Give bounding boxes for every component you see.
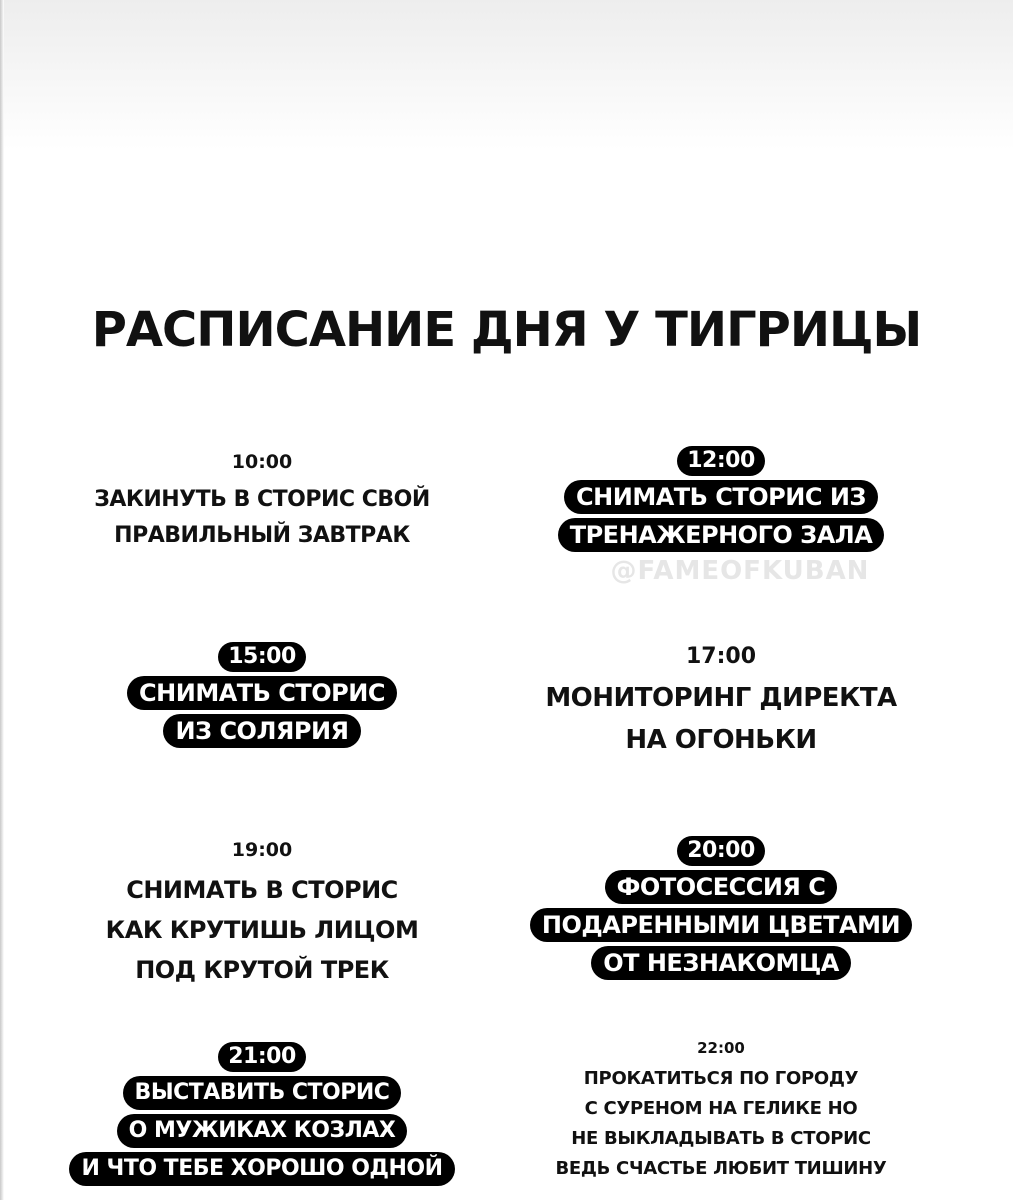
left-edge <box>0 0 4 1200</box>
item-text-line: ПОД КРУТОЙ ТРЕК <box>135 956 389 984</box>
item-time: 22:00 <box>697 1039 745 1057</box>
page-title: РАСПИСАНИЕ ДНЯ У ТИГРИЦЫ <box>91 302 922 358</box>
schedule-item-2200 <box>486 1036 956 1184</box>
item-text-line: ПРАВИЛЬНЫЙ ЗАВТРАК <box>114 523 410 548</box>
item-text-line: СНИМАТЬ В СТОРИС <box>126 876 398 904</box>
item-text-line: И ЧТО ТЕБЕ ХОРОШО ОДНОЙ <box>69 1152 454 1186</box>
schedule-item-1200 <box>486 444 956 554</box>
schedule-item-1900 <box>27 836 497 990</box>
item-text-line: ИЗ СОЛЯРИЯ <box>163 714 360 748</box>
item-text-line: ТРЕНАЖЕРНОГО ЗАЛА <box>558 518 885 552</box>
item-text-line: ВЕДЬ СЧАСТЬЕ ЛЮБИТ ТИШИНУ <box>555 1158 887 1179</box>
watermark: @FAMEOFKUBAN <box>610 556 870 586</box>
item-time: 12:00 <box>677 446 765 476</box>
schedule-item-1500 <box>27 640 497 750</box>
item-text-line: ПОДАРЕННЫМИ ЦВЕТАМИ <box>530 908 912 942</box>
item-time: 21:00 <box>218 1042 306 1072</box>
item-text-line: НЕ ВЫКЛАДЫВАТЬ В СТОРИС <box>571 1128 871 1149</box>
item-time: 17:00 <box>685 644 757 669</box>
schedule-item-2100 <box>27 1040 497 1188</box>
item-text-line: СНИМАТЬ СТОРИС <box>127 676 397 710</box>
top-fade <box>0 0 1013 150</box>
schedule-item-2000 <box>486 834 956 982</box>
item-text-line: ВЫСТАВИТЬ СТОРИС <box>123 1076 402 1110</box>
item-text-line: МОНИТОРИНГ ДИРЕКТА <box>545 683 897 713</box>
item-text-line: ЗАКИНУТЬ В СТОРИС СВОЙ <box>94 487 430 512</box>
item-text-line: ПРОКАТИТЬСЯ ПО ГОРОДУ <box>583 1068 859 1089</box>
item-text-line: НА ОГОНЬКИ <box>625 725 817 755</box>
item-time: 19:00 <box>231 839 293 861</box>
item-text-line: ФОТОСЕССИЯ С <box>605 870 838 904</box>
item-text-line: О МУЖИКАХ КОЗЛАХ <box>117 1114 408 1148</box>
item-text-line: ОТ НЕЗНАКОМЦА <box>591 946 851 980</box>
item-time: 10:00 <box>231 451 293 473</box>
item-text-line: СНИМАТЬ СТОРИС ИЗ <box>564 480 878 514</box>
item-text-line: КАК КРУТИШЬ ЛИЦОМ <box>105 916 419 944</box>
item-time: 20:00 <box>677 836 765 866</box>
schedule-item-1000 <box>27 448 497 554</box>
item-text-line: С СУРЕНОМ НА ГЕЛИКЕ НО <box>584 1098 858 1119</box>
item-time: 15:00 <box>218 642 306 672</box>
schedule-item-1700 <box>486 643 956 761</box>
